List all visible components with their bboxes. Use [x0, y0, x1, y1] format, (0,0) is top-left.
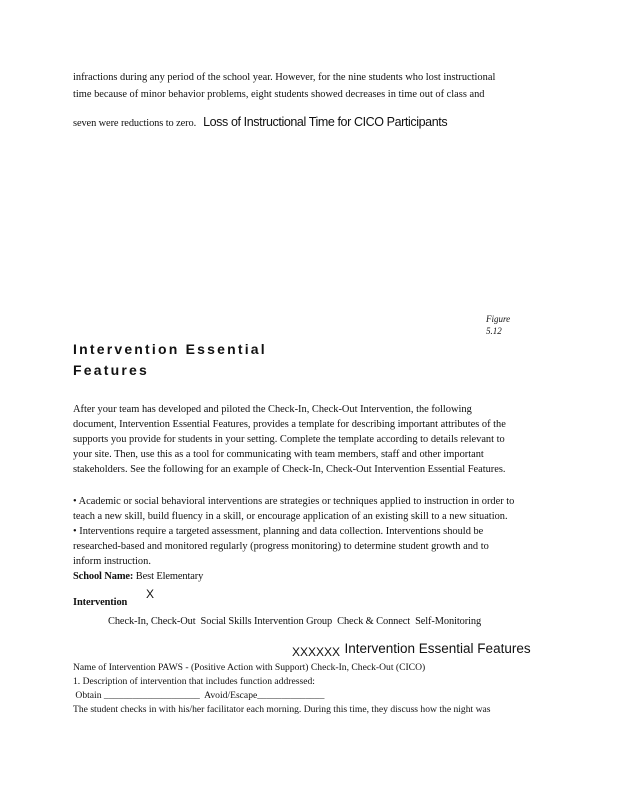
bullet-line-5: inform instruction. [73, 556, 151, 567]
intervention-mark: X [146, 587, 155, 601]
ief-title-row [292, 640, 531, 658]
chart-title: Loss of Instructional Time for CICO Participants [203, 115, 448, 129]
option-cico: Check-In, Check-Out [108, 616, 196, 627]
intro-line-1: infractions during any period of the school year. However, for the nine students who lost instructional [73, 72, 496, 83]
function-row [73, 690, 324, 701]
bullet-line-3: • Interventions require a targeted assessment, planning and data collection. Interventions should be [73, 526, 484, 537]
ief-marks: XXXXXX [292, 645, 341, 659]
school-name-value: Best Elementary [135, 571, 204, 582]
para1-line-3: supports you provide for students in your setting. Complete the template according to details relevant to [73, 434, 505, 445]
intro-line-3-row [73, 113, 447, 131]
ief-title: Intervention Essential Features [344, 641, 531, 656]
intro-line-2: time because of minor behavior problems, eight students showed decreases in time out of class and [73, 89, 485, 100]
intervention-row [73, 597, 130, 608]
para1-line-5: stakeholders. See the following for an example of Check-In, Check-Out Intervention Essential Features. [73, 464, 506, 475]
option-self-monitoring: Self-Monitoring [415, 616, 482, 627]
para1-line-2: document, Intervention Essential Features, provides a template for describing important attributes of the [73, 419, 506, 430]
para1-line-1: After your team has developed and piloted the Check-In, Check-Out Intervention, the following [73, 404, 472, 415]
bullet-line-1: • Academic or social behavioral interventions are strategies or techniques applied to instruction in order to [73, 496, 515, 507]
description-line: 1. Description of intervention that includes function addressed: [73, 676, 315, 687]
section-heading-line-1: Intervention Essential [73, 341, 267, 357]
bullet-line-4: researched-based and monitored regularly (progress monitoring) to determine student growth and to [73, 541, 489, 552]
intervention-name-line: Name of Intervention PAWS - (Positive Action with Support) Check-In, Check-Out (CICO) [73, 662, 426, 673]
obtain-field[interactable]: Obtain ____________________ [75, 690, 200, 701]
final-line: The student checks in with his/her facilitator each morning. During this time, they discuss how the night was [73, 704, 491, 715]
option-social-skills: Social Skills Intervention Group [200, 616, 333, 627]
figure-number: 5.12 [486, 326, 502, 336]
para1-line-4: your site. Then, use this as a tool for communicating with team members, staff and other important [73, 449, 484, 460]
bullet-line-2: teach a new skill, build fluency in a skill, or encourage application of an existing skill to a new situation. [73, 511, 508, 522]
intervention-label: Intervention [73, 597, 128, 608]
avoid-field[interactable]: Avoid/Escape______________ [204, 690, 325, 701]
intro-line-3: seven were reductions to zero. [73, 118, 197, 129]
intervention-options-row [108, 616, 481, 627]
figure-label: Figure [486, 314, 511, 324]
section-heading-line-2: Features [73, 362, 149, 378]
school-name-row [73, 571, 203, 582]
option-check-connect: Check & Connect [337, 616, 411, 627]
school-name-label: School Name: [73, 571, 134, 582]
